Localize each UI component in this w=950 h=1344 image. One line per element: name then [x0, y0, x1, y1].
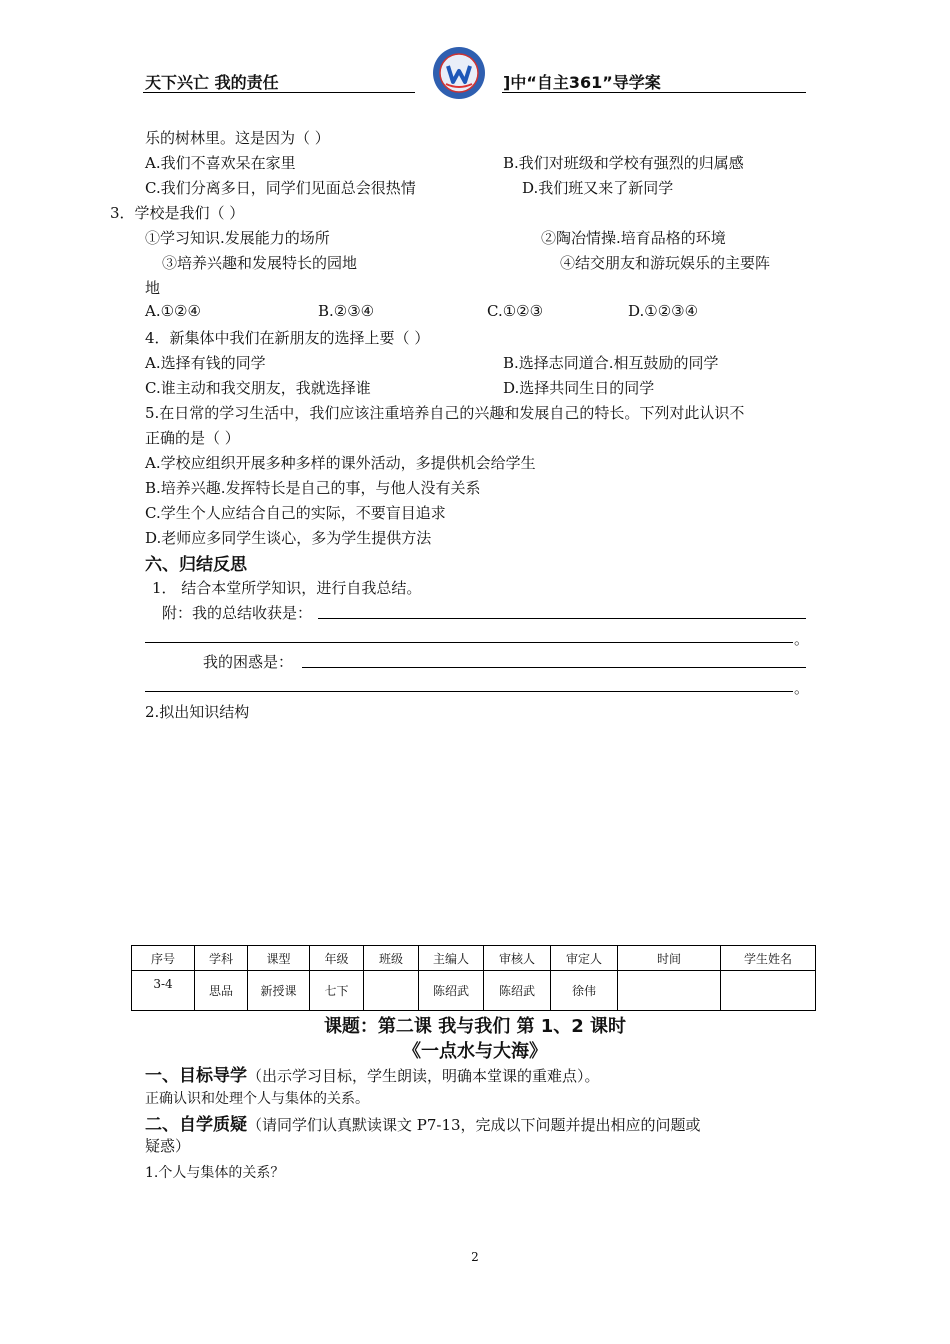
- school-logo: [432, 46, 486, 100]
- q3-item-3: ③培养兴趣和发展特长的园地: [162, 254, 358, 272]
- table-header: 主编人: [419, 946, 484, 971]
- table-cell[interactable]: [721, 971, 816, 1011]
- doubt-line-2[interactable]: [145, 691, 793, 692]
- section6-heading: 六、归结反思: [145, 555, 247, 575]
- q2-stem-tail: 乐的树林里。这是因为（ ）: [145, 129, 330, 147]
- doubt-period: 。: [794, 679, 810, 697]
- q2-option-c: C.我们分离多日，同学们见面总会很热情: [145, 179, 416, 197]
- q5-stem-line2: 正确的是（ ）: [145, 429, 240, 447]
- section1-note: （出示学习目标，学生朗读，明确本堂课的重难点）。: [247, 1067, 600, 1085]
- section2-note: （请同学们认真默读课文 P7-13，完成以下问题并提出相应的问题或: [247, 1116, 701, 1134]
- lesson-title: 课题：第二课 我与我们 第 1、2 课时: [323, 1016, 627, 1037]
- q3-item-2: ②陶冶情操.培育品格的环境: [541, 229, 726, 247]
- q3-option-d: D.①②③④: [628, 302, 699, 320]
- section6-item1: 1． 结合本堂所学知识，进行自我总结。: [152, 579, 422, 597]
- gain-label: 附：我的总结收获是：: [162, 604, 313, 622]
- q5-option-d: D.老师应多同学生谈心，多为学生提供方法: [145, 529, 432, 547]
- doubt-line-1[interactable]: [302, 667, 806, 668]
- lesson-info-table: [131, 945, 816, 1011]
- q3-item-4: ④结交朋友和游玩娱乐的主要阵: [560, 254, 771, 272]
- q4-option-a: A.选择有钱的同学: [145, 354, 266, 372]
- table-cell: 新授课: [248, 971, 310, 1011]
- table-cell[interactable]: [618, 971, 721, 1011]
- q3-option-c: C.①②③: [487, 302, 544, 320]
- q2-option-b: B.我们对班级和学校有强烈的归属感: [503, 154, 744, 172]
- q2-option-d: D.我们班又来了新同学: [522, 179, 674, 197]
- q2-option-a: A.我们不喜欢呆在家里: [145, 154, 296, 172]
- q5-option-b: B.培养兴趣.发挥特长是自己的事，与他人没有关系: [145, 479, 481, 497]
- lesson-subtitle: 《一点水与大海》: [403, 1041, 547, 1062]
- table-cell: 思品: [195, 971, 248, 1011]
- table-cell[interactable]: [364, 971, 419, 1011]
- table-cell: 陈绍武: [419, 971, 484, 1011]
- gain-period: 。: [794, 630, 810, 648]
- section2-note-wrap: 疑惑）: [145, 1137, 191, 1155]
- page-number: 2: [471, 1250, 479, 1264]
- q5-option-a: A.学校应组织开展多种多样的课外活动，多提供机会给学生: [145, 454, 536, 472]
- section1-body: 正确认识和处理个人与集体的关系。: [145, 1091, 369, 1107]
- header-rule-right: [502, 92, 806, 93]
- section2-heading: 二、自学质疑: [145, 1115, 247, 1135]
- table-header: 审定人: [551, 946, 618, 971]
- header-left: 天下兴亡 我的责任: [145, 73, 279, 92]
- q5-stem-line1: 5.在日常的学习生活中，我们应该注重培养自己的兴趣和发展自己的特长。下列对此认识不: [145, 404, 745, 422]
- section1-line: [145, 1061, 600, 1086]
- q3-item-1: ①学习知识.发展能力的场所: [145, 229, 330, 247]
- table-header: 课型: [248, 946, 310, 971]
- gain-line-1[interactable]: [318, 618, 806, 619]
- q4-stem: 4．新集体中我们在新朋友的选择上要（ ）: [145, 329, 430, 347]
- gain-line-2[interactable]: [145, 642, 793, 643]
- table-header: 学生姓名: [721, 946, 816, 971]
- section6-item2: 2.拟出知识结构: [145, 703, 250, 721]
- q4-option-c: C.谁主动和我交朋友，我就选择谁: [145, 379, 371, 397]
- header-right: ]中“自主361”导学案: [503, 73, 661, 92]
- header-rule-left: [143, 92, 415, 93]
- table-cell: 3-4: [132, 971, 195, 1011]
- table-cell: 陈绍武: [484, 971, 551, 1011]
- q4-option-b: B.选择志同道合.相互鼓励的同学: [503, 354, 719, 372]
- section2-question1: 1.个人与集体的关系？: [145, 1165, 285, 1181]
- section1-heading: 一、目标导学: [145, 1066, 247, 1086]
- section2-line: [145, 1110, 701, 1135]
- q3-option-b: B.②③④: [318, 302, 375, 320]
- q3-stem: 3．学校是我们（ ）: [110, 204, 245, 222]
- doubt-label: 我的困惑是：: [203, 653, 294, 671]
- table-cell: 徐伟: [551, 971, 618, 1011]
- table-header: 序号: [132, 946, 195, 971]
- q3-item-4-wrap: 地: [145, 279, 161, 297]
- table-header: 班级: [364, 946, 419, 971]
- table-header: 审核人: [484, 946, 551, 971]
- q3-option-a: A.①②④: [145, 302, 201, 320]
- table-header: 年级: [310, 946, 364, 971]
- q4-option-d: D.选择共同生日的同学: [503, 379, 655, 397]
- table-header: 时间: [618, 946, 721, 971]
- table-header: 学科: [195, 946, 248, 971]
- q5-option-c: C.学生个人应结合自己的实际，不要盲目追求: [145, 504, 446, 522]
- table-cell: 七下: [310, 971, 364, 1011]
